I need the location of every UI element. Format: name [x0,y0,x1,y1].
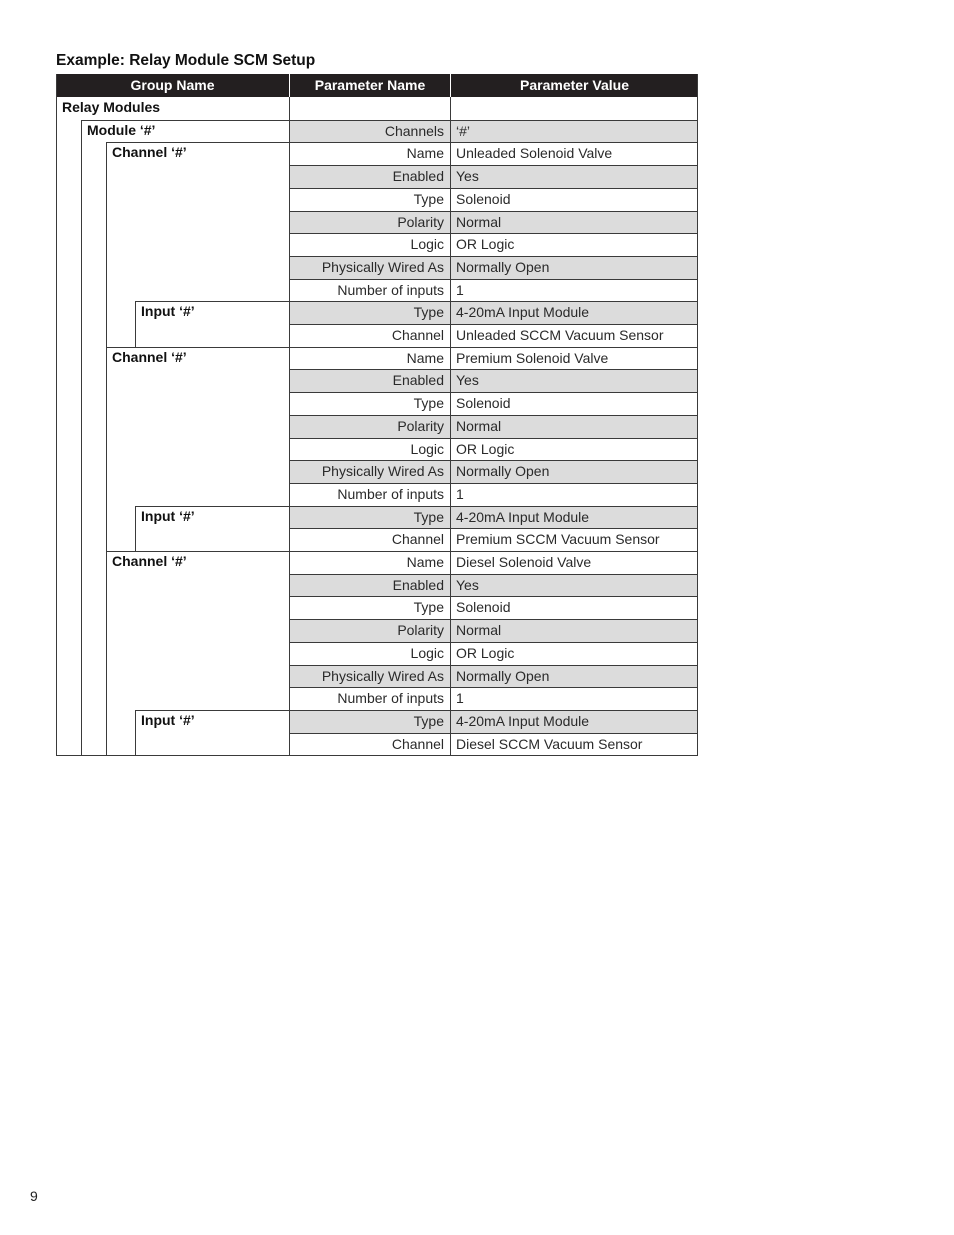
table-rule [289,120,698,121]
parameter-value-cell: Yes [450,165,698,188]
parameter-name-cell: Physically Wired As [289,256,450,279]
table-rule [289,438,698,439]
parameter-value-cell: Premium Solenoid Valve [456,349,609,366]
parameter-value-cell: 4-20mA Input Module [450,301,698,324]
table-row [56,619,698,642]
table-rule [56,74,57,755]
parameter-name-cell: Enabled [289,165,450,188]
parameter-value-cell: Normally Open [450,460,698,483]
table-rule [289,256,698,257]
parameter-name-cell: Logic [410,236,444,253]
parameter-value-cell: OR Logic [456,644,515,661]
parameter-value-cell: Solenoid [456,599,511,616]
parameter-value-cell: Normally Open [450,256,698,279]
parameter-value-cell: 1 [456,690,464,707]
parameter-name-cell: Type [413,395,444,412]
table-row [56,279,698,302]
parameter-value-cell: 4-20mA Input Module [450,710,698,733]
page-number: 9 [30,1188,38,1204]
table-rule [289,369,698,370]
table-rule [289,483,698,484]
table-row [56,415,698,438]
table-row [56,528,698,551]
group-input: Input ‘#’ [141,303,195,320]
table-rule [289,324,698,325]
table-row [56,233,698,256]
table-rule [289,97,290,755]
parameter-value-cell: Normal [450,619,698,642]
parameter-name-cell: Type [413,190,444,207]
parameter-name-cell [289,97,450,120]
table-rule [289,233,698,234]
table-rule [289,642,698,643]
table-rule [289,165,698,166]
parameter-value-cell: OR Logic [456,236,515,253]
group-input: Input ‘#’ [141,507,195,524]
table-rule [289,665,698,666]
table-rule [289,506,698,507]
table-rule [135,710,136,755]
table-row [56,188,698,211]
parameter-value-cell: Yes [450,369,698,392]
table-row [56,369,698,392]
table-row [56,460,698,483]
table-rule [289,279,698,280]
table-rule [289,188,698,189]
group-channel: Channel ‘#’ [112,348,187,365]
parameter-name-cell: Channel [391,735,444,752]
parameter-name-cell: Name [406,145,444,162]
table-row [56,596,698,619]
table-row [56,324,698,347]
parameter-value-cell: Normal [450,415,698,438]
table-rule [289,211,698,212]
parameter-name-cell: Enabled [289,574,450,597]
header-parameter-name: Parameter Name [290,74,450,97]
parameter-name-cell: Logic [410,644,444,661]
table-row [56,687,698,710]
parameter-value-cell: Unleaded SCCM Vacuum Sensor [456,327,664,343]
parameter-name-cell: Polarity [289,415,450,438]
table-rule [289,596,698,597]
table-row [56,642,698,665]
parameter-name-cell: Channel [391,531,444,548]
parameter-value-cell: Normal [450,211,698,234]
parameter-name-cell: Physically Wired As [289,460,450,483]
table-rule [289,755,698,756]
parameter-name-cell: Polarity [289,211,450,234]
table-row [56,438,698,461]
parameter-value-cell: Normally Open [450,665,698,688]
parameter-value-cell: Premium SCCM Vacuum Sensor [456,531,660,548]
header-parameter-value: Parameter Value [451,74,698,97]
parameter-value-cell [450,97,698,120]
parameter-name-cell: Type [413,599,444,616]
group-channel: Channel ‘#’ [112,553,187,569]
table-row [56,256,698,279]
parameter-value-cell: ‘#’ [450,120,698,143]
table-rule [289,347,698,348]
parameter-name-cell: Channel [391,327,444,343]
table-rule [289,142,698,143]
parameter-name-cell: Physically Wired As [289,665,450,688]
group-channel: Channel ‘#’ [112,144,187,161]
parameter-value-cell: Diesel SCCM Vacuum Sensor [456,735,643,752]
parameter-value-cell: 4-20mA Input Module [450,506,698,529]
parameter-name-cell: Type [289,710,450,733]
parameter-value-cell: 1 [456,485,464,502]
table-rule [289,574,698,575]
table-rule [289,528,698,529]
table-row [56,392,698,415]
table-rule [81,120,82,756]
parameter-value-cell: 1 [456,281,464,298]
table-row [56,574,698,597]
parameter-value-cell: Diesel Solenoid Valve [456,554,592,570]
parameter-name-cell: Type [289,301,450,324]
header-group-name: Group Name [56,74,289,97]
table-row [56,211,698,234]
table-rule [106,142,107,755]
group-input: Input ‘#’ [141,711,195,728]
parameter-name-cell: Channels [289,120,450,143]
table-rule [289,733,698,734]
table-rule [450,97,451,755]
parameter-name-cell: Polarity [289,619,450,642]
table-rule [289,392,698,393]
group-module: Module ‘#’ [87,121,156,138]
table-row [56,733,698,756]
table-row [56,483,698,506]
parameter-name-cell: Enabled [289,369,450,392]
parameter-value-cell: Solenoid [456,395,511,412]
group-relay-modules: Relay Modules [62,99,161,115]
table-rule [289,687,698,688]
parameter-name-cell: Logic [410,440,444,457]
parameter-value-cell: Solenoid [456,190,511,207]
page-title: Example: Relay Module SCM Setup [56,52,316,69]
table-row [56,665,698,688]
parameter-name-cell: Number of inputs [337,485,444,502]
parameter-value-cell: Unleaded Solenoid Valve [456,145,613,162]
parameter-name-cell: Type [289,506,450,529]
table-rule [289,415,698,416]
table-rule [289,460,698,461]
table-row [56,165,698,188]
table-rule [135,301,136,346]
table-rule [135,506,136,551]
parameter-name-cell: Name [406,554,444,570]
parameter-name-cell: Name [406,349,444,366]
parameter-value-cell: Yes [450,574,698,597]
table-rule [289,551,698,552]
table-rule [289,619,698,620]
parameter-name-cell: Number of inputs [337,690,444,707]
table-rule [289,710,698,711]
table-rule [289,301,698,302]
parameter-value-cell: OR Logic [456,440,515,457]
parameter-name-cell: Number of inputs [337,281,444,298]
